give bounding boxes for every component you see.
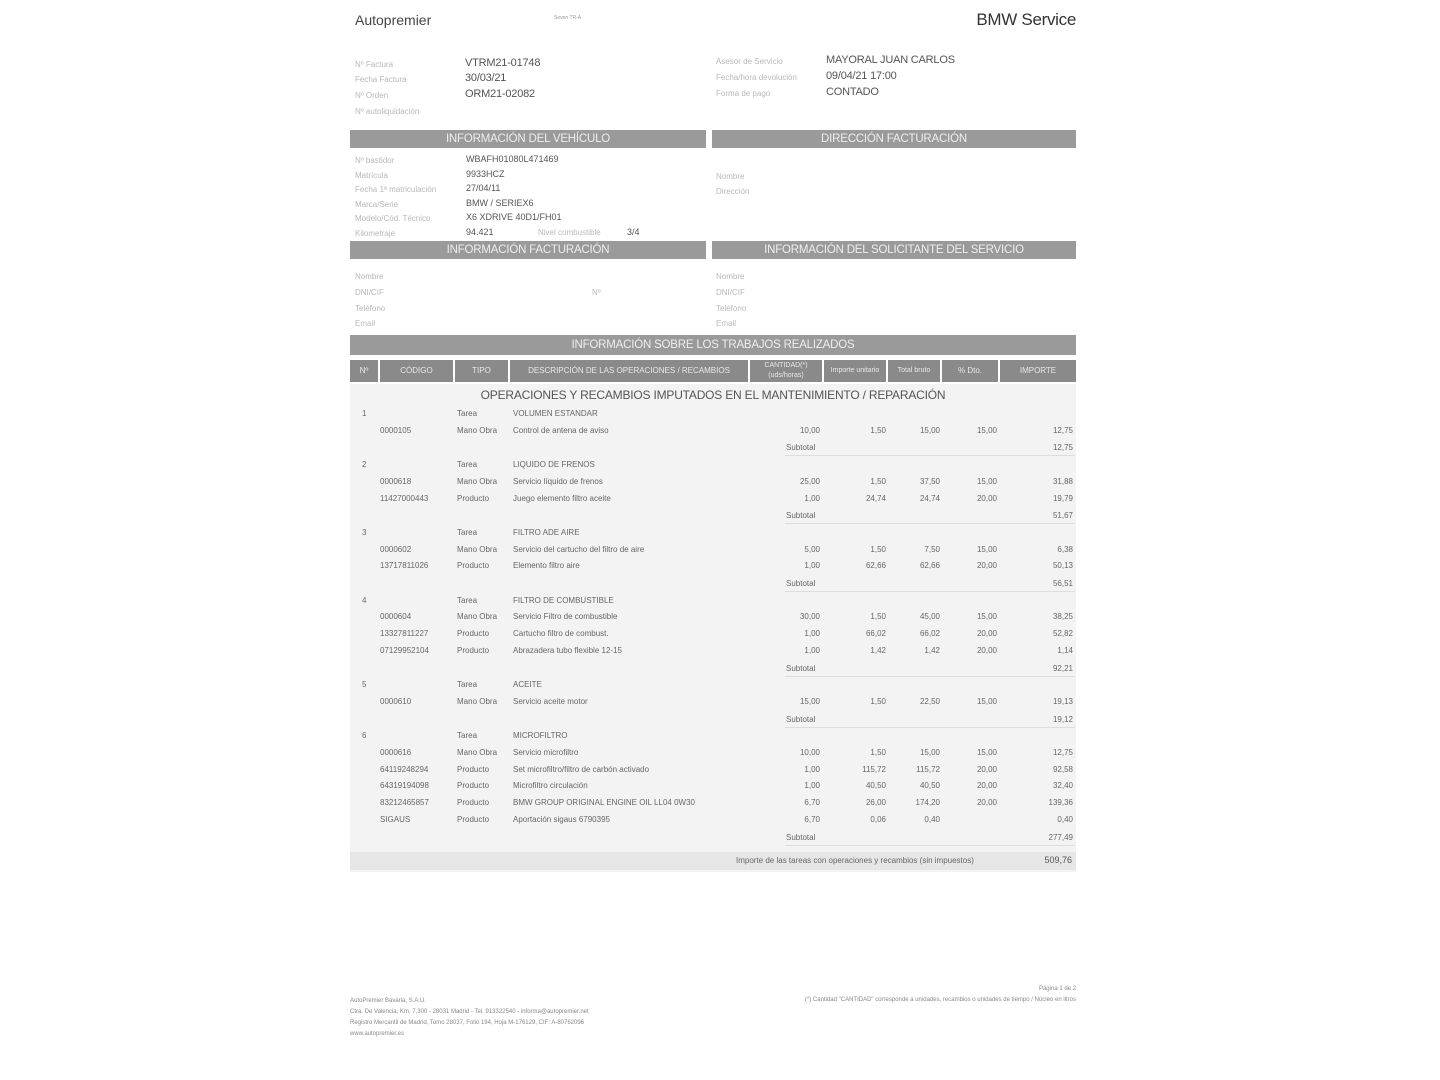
line-code: 07129952104 [380, 645, 429, 655]
item-number: 2 [362, 460, 367, 470]
line-code: 0000602 [380, 544, 412, 554]
line-amount: 139,36 [1048, 798, 1073, 808]
task-type: Tarea [457, 731, 478, 741]
line-qty: 6,70 [804, 798, 820, 808]
quantity-note: (*) Cantidad "CANTIDAD" corresponde a unidades, recambios o unidades de tiempo / Núcleo en litros [804, 997, 1076, 1003]
line-disc: 15,00 [976, 612, 997, 622]
vehicle-label: Kilometraje [355, 229, 396, 238]
requester-email-label: Email [716, 319, 737, 328]
table-row [350, 609, 1076, 625]
works-table-body [350, 384, 1076, 872]
line-gross: 115,72 [916, 764, 940, 774]
task-name: VOLUMEN ESTANDAR [513, 409, 598, 418]
subtotal-row [350, 661, 1076, 677]
line-disc: 15,00 [976, 748, 997, 757]
line-description: Juego elemento filtro aceite [513, 493, 611, 503]
invoice-page [350, 0, 1076, 1080]
vehicle-label: Fecha 1ª matriculación [355, 185, 437, 195]
line-type: Producto [457, 764, 490, 774]
subtotal-value: 277,49 [1048, 832, 1073, 842]
grand-total-label: Importe de las tareas con operaciones y recambios (sin impuestos) [736, 856, 974, 865]
line-disc: 20,00 [976, 629, 997, 639]
line-qty: 1,00 [804, 764, 820, 774]
task-name: MICROFILTRO [513, 731, 568, 741]
line-unit: 1,50 [870, 425, 886, 435]
invoice-meta-label: Fecha Factura [355, 75, 407, 84]
line-unit: 115,72 [862, 764, 886, 774]
task-type: Tarea [457, 527, 478, 537]
requester-phone-label: Teléfono [716, 304, 747, 313]
line-code: 0000618 [380, 476, 412, 486]
task-type: Tarea [457, 409, 478, 418]
billing-address-address-label: Dirección [716, 187, 750, 196]
line-amount: 0,40 [1057, 814, 1073, 824]
billing-email-label: Email [355, 319, 376, 328]
works-table-title: OPERACIONES Y RECAMBIOS IMPUTADOS EN EL MANTENIMIENTO / REPARACIÓN [480, 388, 946, 402]
line-qty: 15,00 [799, 696, 820, 706]
line-type: Mano Obra [457, 544, 498, 554]
bmw-service-logo: BMW Service [976, 10, 1076, 29]
vehicle-value: BMW / SERIEX6 [466, 197, 534, 208]
table-row [350, 778, 1076, 794]
item-number: 4 [362, 595, 367, 605]
line-description: Abrazadera tubo flexible 12-15 [513, 645, 622, 655]
subtotal-row [350, 576, 1076, 592]
vehicle-value: 94.421 [466, 227, 494, 237]
col-no-header: Nº [350, 360, 378, 382]
task-name: FILTRO DE COMBUSTIBLE [513, 595, 614, 605]
line-description: Aportación sigaus 6790395 [513, 814, 610, 824]
table-row [350, 694, 1076, 710]
subtotal-row [350, 712, 1076, 728]
invoice-meta-label: Fecha/hora devolución [716, 73, 797, 82]
line-disc: 15,00 [976, 476, 997, 486]
line-amount: 19,13 [1052, 696, 1073, 706]
subtotal-divider [785, 845, 1075, 846]
subtotal-label: Subtotal [786, 832, 816, 842]
line-qty: 1,00 [804, 629, 820, 639]
line-disc: 20,00 [976, 764, 997, 774]
line-description: Servicio líquido de frenos [513, 476, 603, 486]
task-name: ACEITE [513, 680, 542, 690]
invoice-meta-label: Asesor de Servicio [716, 57, 783, 66]
line-disc: 20,00 [976, 645, 997, 655]
line-disc: 20,00 [976, 561, 997, 571]
subtotal-value: 12,75 [1052, 443, 1073, 453]
col-amount-header: IMPORTE [1000, 360, 1076, 382]
line-amount: 12,75 [1052, 425, 1073, 435]
line-qty: 1,00 [804, 493, 820, 503]
line-type: Mano Obra [457, 748, 498, 757]
subtotal-row [350, 508, 1076, 524]
line-unit: 1,50 [870, 544, 886, 554]
subtotal-value: 92,21 [1052, 663, 1073, 673]
invoice-meta-value: VTRM21-01748 [465, 57, 541, 69]
invoice-meta-value: 30/03/21 [465, 72, 507, 84]
table-row [350, 795, 1076, 811]
invoice-meta-value: ORM21-02082 [465, 88, 535, 100]
task-row [350, 406, 1076, 422]
vehicle-value: 9933HCZ [466, 168, 505, 179]
line-description: Microfiltro circulación [513, 781, 588, 791]
invoice-meta-value: 09/04/21 17:00 [826, 70, 897, 82]
col-unit-price-header: Importe unitario [824, 360, 886, 382]
line-amount: 52,82 [1052, 629, 1073, 639]
line-amount: 31,88 [1052, 476, 1073, 486]
line-gross: 0,40 [924, 814, 940, 824]
subtotal-label: Subtotal [786, 511, 816, 521]
invoice-meta-value: CONTADO [826, 86, 879, 98]
line-qty: 1,00 [804, 645, 820, 655]
table-row [350, 423, 1076, 439]
line-gross: 62,66 [919, 561, 940, 571]
line-unit: 1,50 [870, 696, 886, 706]
line-code: 0000610 [380, 696, 412, 706]
line-unit: 0,06 [870, 814, 886, 824]
line-disc: 15,00 [976, 425, 997, 435]
grand-total-row [350, 852, 1076, 870]
line-code: SIGAUS [380, 814, 411, 824]
line-code: 11427000443 [380, 493, 429, 503]
task-name: FILTRO ADE AIRE [513, 527, 580, 537]
line-type: Mano Obra [457, 612, 498, 622]
line-gross: 174,20 [915, 798, 940, 808]
line-unit: 26,00 [865, 798, 886, 808]
vehicle-value: X6 XDRIVE 40D1/FH01 [466, 212, 562, 223]
line-gross: 24,74 [919, 493, 940, 503]
task-row [350, 525, 1076, 541]
task-row [350, 457, 1076, 473]
task-row [350, 728, 1076, 744]
line-code: 13327811227 [380, 629, 429, 639]
subtotal-label: Subtotal [786, 663, 816, 673]
requester-dni-label: DNI/CIF [716, 288, 745, 297]
line-qty: 1,00 [804, 561, 820, 571]
billing-address-name-label: Nombre [716, 172, 745, 181]
line-code: 64119248294 [380, 764, 429, 774]
line-code: 64319194098 [380, 781, 429, 791]
table-row [350, 558, 1076, 574]
line-type: Producto [457, 561, 490, 571]
line-code: 83212465857 [380, 798, 429, 808]
col-gross-header: Total bruto [888, 360, 940, 382]
line-amount: 38,25 [1052, 612, 1073, 622]
vehicle-label: Modelo/Cód. Técnico [355, 214, 431, 224]
line-type: Producto [457, 629, 490, 639]
billing-dni-label: DNI/CIF [355, 288, 384, 297]
requester-name-label: Nombre [716, 272, 745, 281]
task-name: LIQUIDO DE FRENOS [513, 460, 595, 470]
line-qty: 10,00 [799, 425, 820, 435]
line-unit: 1,42 [870, 645, 886, 655]
line-description: BMW GROUP ORIGINAL ENGINE OIL LL04 0W30 [513, 798, 695, 808]
vehicle-value: WBAFH01080L471469 [466, 154, 559, 164]
task-type: Tarea [457, 595, 478, 605]
line-description: Servicio microfiltro [513, 748, 579, 757]
line-unit: 66,02 [865, 629, 886, 639]
table-row [350, 542, 1076, 558]
item-number: 5 [362, 680, 367, 690]
col-description-header: DESCRIPCIÓN DE LAS OPERACIONES / RECAMBIOS [510, 360, 748, 382]
line-qty: 1,00 [804, 781, 820, 791]
line-amount: 32,40 [1052, 781, 1073, 791]
col-type-header: TIPO [455, 360, 508, 382]
line-disc: 15,00 [976, 696, 997, 706]
line-type: Producto [457, 645, 490, 655]
item-number: 3 [362, 527, 367, 537]
table-row [350, 745, 1076, 761]
line-disc: 20,00 [976, 781, 997, 791]
line-gross: 7,50 [924, 544, 940, 554]
line-type: Producto [457, 493, 490, 503]
line-gross: 15,00 [919, 425, 940, 435]
subtotal-label: Subtotal [786, 443, 816, 453]
col-code-header: CÓDIGO [380, 360, 453, 382]
line-gross: 1,42 [924, 645, 940, 655]
line-qty: 10,00 [799, 748, 820, 757]
invoice-meta-label: Forma de pago [716, 89, 771, 98]
company-footer [350, 996, 589, 1040]
line-description: Servicio Filtro de combustible [513, 612, 618, 622]
line-qty: 6,70 [804, 814, 820, 824]
line-gross: 22,50 [919, 696, 940, 706]
line-amount: 19,79 [1052, 493, 1073, 503]
line-description: Cartucho filtro de combust. [513, 629, 609, 639]
line-type: Producto [457, 781, 490, 791]
fuel-level-label: Nivel combustible [538, 228, 601, 237]
line-type: Mano Obra [457, 696, 498, 706]
grand-total-value: 509,76 [1044, 855, 1072, 865]
task-type: Tarea [457, 680, 478, 690]
line-gross: 40,50 [919, 781, 940, 791]
line-code: 0000105 [380, 425, 412, 435]
line-unit: 24,74 [865, 493, 886, 503]
subtotal-row [350, 440, 1076, 456]
line-gross: 45,00 [919, 612, 940, 622]
line-amount: 50,13 [1052, 561, 1073, 571]
vehicle-value: 27/04/11 [466, 183, 501, 194]
invoice-meta-label: Nº Factura [355, 60, 394, 69]
line-type: Producto [457, 798, 490, 808]
line-code: 0000616 [380, 748, 412, 757]
line-amount: 12,75 [1052, 748, 1073, 757]
works-section-header: INFORMACIÓN SOBRE LOS TRABAJOS REALIZADOS [350, 335, 1076, 355]
line-disc: 20,00 [976, 798, 997, 808]
item-number: 6 [362, 731, 367, 741]
requester-section-header: INFORMACIÓN DEL SOLICITANTE DEL SERVICIO [712, 241, 1076, 259]
line-description: Servicio del cartucho del filtro de aire [513, 544, 645, 554]
line-gross: 66,02 [919, 629, 940, 639]
invoice-meta-label: Nº Orden [355, 91, 389, 100]
line-amount: 6,38 [1057, 544, 1073, 554]
table-row [350, 812, 1076, 828]
line-unit: 1,50 [870, 476, 886, 486]
invoice-meta-label: Nº autoliquidación [355, 107, 420, 116]
vehicle-label: Matrícula [355, 170, 388, 180]
line-gross: 37,50 [919, 476, 940, 486]
vehicle-section-header: INFORMACIÓN DEL VEHÍCULO [350, 130, 706, 148]
line-type: Producto [457, 814, 490, 824]
line-unit: 1,50 [870, 612, 886, 622]
invoice-meta-value: MAYORAL JUAN CARLOS [826, 54, 955, 66]
subtotal-label: Subtotal [786, 714, 816, 724]
line-disc: 15,00 [976, 544, 997, 554]
page-number: Página 1 de 2 [1038, 986, 1076, 992]
works-table-header [350, 360, 1076, 382]
line-description: Set microfiltro/filtro de carbón activado [513, 764, 650, 774]
line-description: Servicio aceite motor [513, 696, 588, 706]
billing-number-label: Nº [592, 288, 601, 297]
task-row [350, 593, 1076, 609]
dealer-subtitle: Seven TR-A [554, 15, 582, 21]
task-row [350, 677, 1076, 693]
line-gross: 15,00 [919, 748, 940, 757]
footer-line: Ctra. De Valencia, Km. 7,300 - 28031 Madrid - Tel. 913322540 - informa@autopremier.net [350, 1009, 589, 1015]
billing-name-label: Nombre [355, 272, 384, 281]
line-description: Control de antena de aviso [513, 425, 609, 435]
line-qty: 5,00 [804, 544, 820, 554]
fuel-level-value: 3/4 [627, 227, 640, 237]
line-unit: 62,66 [865, 561, 886, 571]
line-amount: 92,58 [1052, 764, 1073, 774]
line-description: Elemento filtro aire [513, 561, 580, 571]
line-amount: 1,14 [1057, 645, 1073, 655]
footer-line: Registro Mercantil de Madrid, Tomo 28037, Folio 194, Hoja M-176129, CIF: A-80762096 [350, 1020, 585, 1026]
subtotal-value: 51,67 [1052, 511, 1073, 521]
table-row [350, 762, 1076, 778]
table-row [350, 626, 1076, 642]
table-row [350, 491, 1076, 507]
col-quantity-header: CANTIDAD(*) (uds/horas) [750, 360, 822, 382]
vehicle-label: Marca/Serie [355, 199, 399, 209]
line-type: Mano Obra [457, 476, 498, 486]
vehicle-label: Nº bastidor [355, 156, 395, 165]
footer-line: AutoPremier Bavaria, S.A.U. [350, 998, 427, 1004]
table-row [350, 474, 1076, 490]
subtotal-value: 19,12 [1052, 714, 1073, 724]
line-code: 0000604 [380, 612, 412, 622]
billing-info-section-header: INFORMACIÓN FACTURACIÓN [350, 241, 706, 259]
billing-phone-label: Teléfono [355, 304, 386, 313]
billing-address-section-header: DIRECCIÓN FACTURACIÓN [712, 130, 1076, 148]
page-footer [805, 984, 1076, 1006]
line-qty: 30,00 [799, 612, 820, 622]
line-unit: 1,50 [870, 748, 886, 757]
item-number: 1 [362, 409, 367, 418]
line-code: 13717811026 [380, 561, 429, 571]
task-type: Tarea [457, 460, 478, 470]
table-row [350, 643, 1076, 659]
subtotal-row [350, 830, 1076, 846]
footer-line: www.autopremier.es [350, 1031, 405, 1037]
line-type: Mano Obra [457, 425, 498, 435]
line-disc: 20,00 [976, 493, 997, 503]
line-qty: 25,00 [799, 476, 820, 486]
subtotal-label: Subtotal [786, 579, 816, 588]
dealer-name: Autopremier [355, 12, 432, 28]
col-discount-header: % Dto. [942, 360, 998, 382]
line-unit: 40,50 [865, 781, 886, 791]
subtotal-value: 56,51 [1052, 579, 1073, 588]
